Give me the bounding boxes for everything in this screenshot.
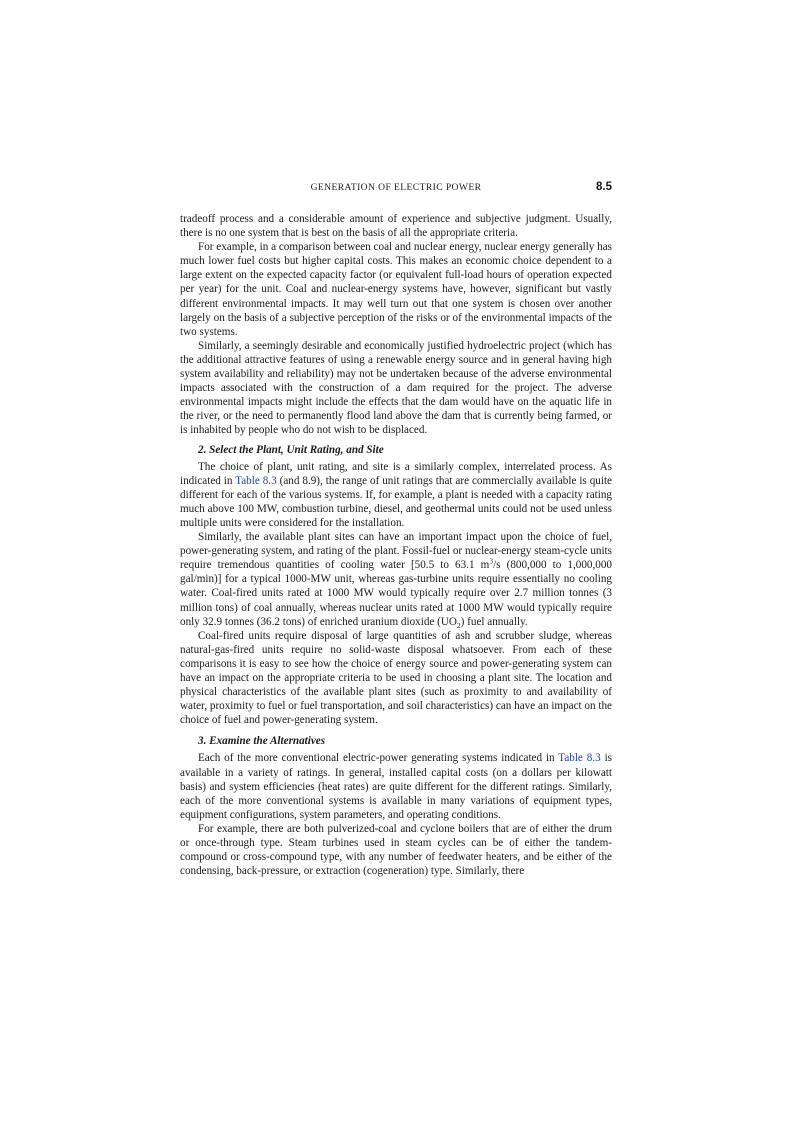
running-head: GENERATION OF ELECTRIC POWER <box>310 182 482 193</box>
paragraph-3: Similarly, a seemingly desirable and economically justified hydroelectric project (which has the additional attractive features of using a renewable energy source and in general having high system availability and reliability) may not be undertaken because of the adverse environmental impacts associated with the construction of a dam required for the project. The adverse environmental impacts might include the effects that the dam would have on the aquatic life in the river, or the need to permanently flood land above the dam that is currently being farmed, or is inhabited by people who do not wish to be displaced. <box>180 339 612 437</box>
table-8-3-link-2[interactable]: Table 8.3 <box>558 752 601 765</box>
paragraph-8: For example, there are both pulverized-coal and cyclone boilers that are of either the drum or once-through type. Steam turbines used in steam cycles can be of either the tandem-compound or cross-compound type, with any number of feedwater heaters, and be either of the condensing, back-pressure, or extraction (cogeneration) type. Similarly, there <box>180 822 612 878</box>
paragraph-1: tradeoff process and a considerable amount of experience and subjective judgment. Usually, there is no one system that is best on the basis of all the appropriate criteria. <box>180 213 612 240</box>
paragraph-5 <box>180 530 612 629</box>
paragraph-7-text-b: is available in a variety of ratings. In general, installed capital costs (on a dollars per kilowatt basis) and system efficiencies (heat rates) are quite different for the different ratings. Similarly, each of the more conventional systems is available in many variations of equipment types, equipment configurations, system parameters, and operating conditions. <box>180 752 612 821</box>
paragraph-7 <box>180 751 612 821</box>
subscript-2: 2 <box>456 620 461 630</box>
paragraph-5-text-b: /s (800,000 to 1,000,000 gal/min)] for a typical 1000-MW unit, whereas gas-turbine units require essentially no cooling water. Coal-fired units rated at 1000 MW would typically require over 2.7 million tonnes (3 million tons) of coal annually, whereas nuclear units rated at 1000 MW would typically require only 32.9 tonnes (36.2 tons) of enriched uranium dioxide (UO <box>180 559 612 628</box>
paragraph-4-text-b: (and 8.9), the range of unit ratings that are commercially available is quite different for each of the various systems. If, for example, a plant is needed with a capacity rating much above 100 MW, combustion turbine, diesel, and geothermal units could not be used unless multiple units were considered for the installation. <box>180 474 612 529</box>
paragraph-6: Coal-fired units require disposal of large quantities of ash and scrubber sludge, whereas natural-gas-fired units require no solid-waste disposal whatsoever. From each of these comparisons it is easy to see how the choice of energy source and power-generating system can have an impact on the appropriate criteria to be used in choosing a plant site. The location and physical characteristics of the available plant sites (such as proximity to and availability of water, proximity to fuel or fuel transportation, and soil characteristics) can have an impact on the choice of fuel and power-generating system. <box>180 629 612 727</box>
cubic-superscript: 3 <box>489 556 494 566</box>
paragraph-4-text-a: The choice of plant, unit rating, and site is a similarly complex, interrelated process. As indicated in <box>180 460 612 487</box>
section-heading-select-plant: 2. Select the Plant, Unit Rating, and Site <box>198 443 384 456</box>
paragraph-4 <box>180 460 612 530</box>
page-number: 8.5 <box>596 181 612 193</box>
section-heading-examine-alternatives: 3. Examine the Alternatives <box>198 735 326 748</box>
page-header <box>180 181 612 197</box>
paragraph-5-text-c: ) fuel annually. <box>460 615 528 628</box>
paragraph-7-text-a: Each of the more conventional electric-power generating systems indicated in <box>198 752 559 765</box>
paragraph-2: For example, in a comparison between coal and nuclear energy, nuclear energy generally has much lower fuel costs but higher capital costs. This makes an economic choice dependent to a large extent on the expected capacity factor (or equivalent full-load hours of operation expected per year) for the unit. Coal and nuclear-energy systems have, however, significant but vastly different environmental impacts. It may well turn out that one system is chosen over another largely on the basis of a subjective perception of the risks or of the environmental impacts of the two systems. <box>180 241 612 338</box>
table-8-3-link[interactable]: Table 8.3 <box>235 474 277 487</box>
body-text <box>180 212 612 878</box>
paragraph-5-text-a: Similarly, the available plant sites can have an important impact upon the choice of fuel, power-generating system, and rating of the plant. Fossil-fuel or nuclear-energy steam-cycle units require tremendous quantities of cooling water [50.5 to 63.1 m <box>180 531 612 572</box>
